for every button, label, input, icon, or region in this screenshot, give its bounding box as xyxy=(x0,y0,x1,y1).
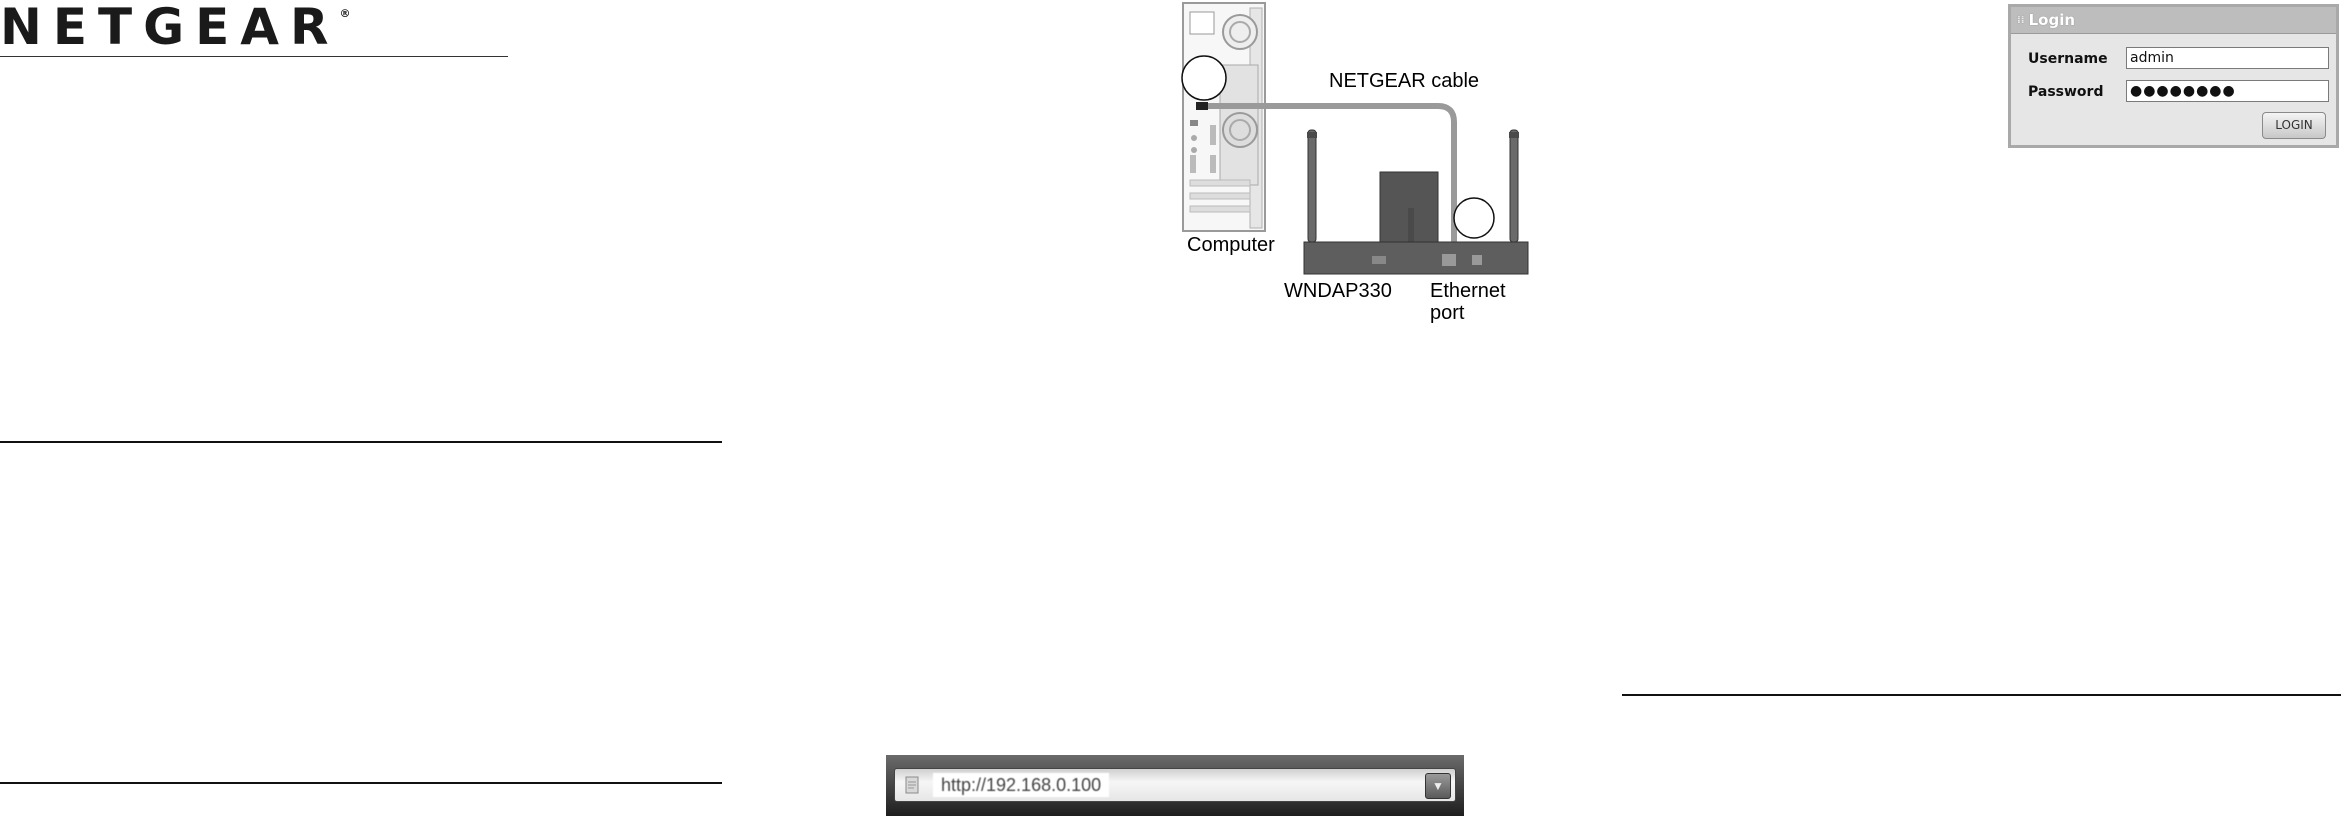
url-text: http://192.168.0.100 xyxy=(933,773,1109,797)
connection-diagram xyxy=(1180,0,1540,330)
netgear-logo xyxy=(0,0,351,56)
section-divider-3 xyxy=(1622,694,2341,696)
access-point xyxy=(1304,130,1528,274)
device-label: WNDAP330 xyxy=(1284,280,1392,302)
section-divider-1 xyxy=(0,441,722,443)
grip-icon: ⁞⁞ xyxy=(2017,14,2025,26)
username-label: Username xyxy=(2028,51,2108,67)
computer-tower xyxy=(1182,3,1265,231)
computer-label: Computer xyxy=(1187,234,1275,256)
port-label-line1: Ethernet xyxy=(1430,280,1506,302)
port-label-line2: port xyxy=(1430,302,1465,324)
login-title: Login xyxy=(2028,11,2076,29)
url-field[interactable] xyxy=(894,768,1456,802)
cable-label: NETGEAR cable xyxy=(1329,70,1480,92)
chevron-down-icon[interactable]: ▼ xyxy=(1425,773,1451,799)
username-field[interactable]: admin xyxy=(2126,47,2329,69)
login-title-bar xyxy=(2011,7,2336,34)
browser-address-bar xyxy=(886,755,1464,816)
login-dialog xyxy=(2008,4,2339,148)
logo-text: NETGEAR xyxy=(0,0,340,56)
page-icon xyxy=(901,774,923,796)
logo-underline xyxy=(0,56,508,57)
password-label: Password xyxy=(2028,84,2104,100)
login-button[interactable]: LOGIN xyxy=(2262,112,2326,139)
password-field[interactable]: ●●●●●●●● xyxy=(2126,80,2329,102)
registered-mark: ® xyxy=(339,7,351,20)
section-divider-2 xyxy=(0,782,722,784)
